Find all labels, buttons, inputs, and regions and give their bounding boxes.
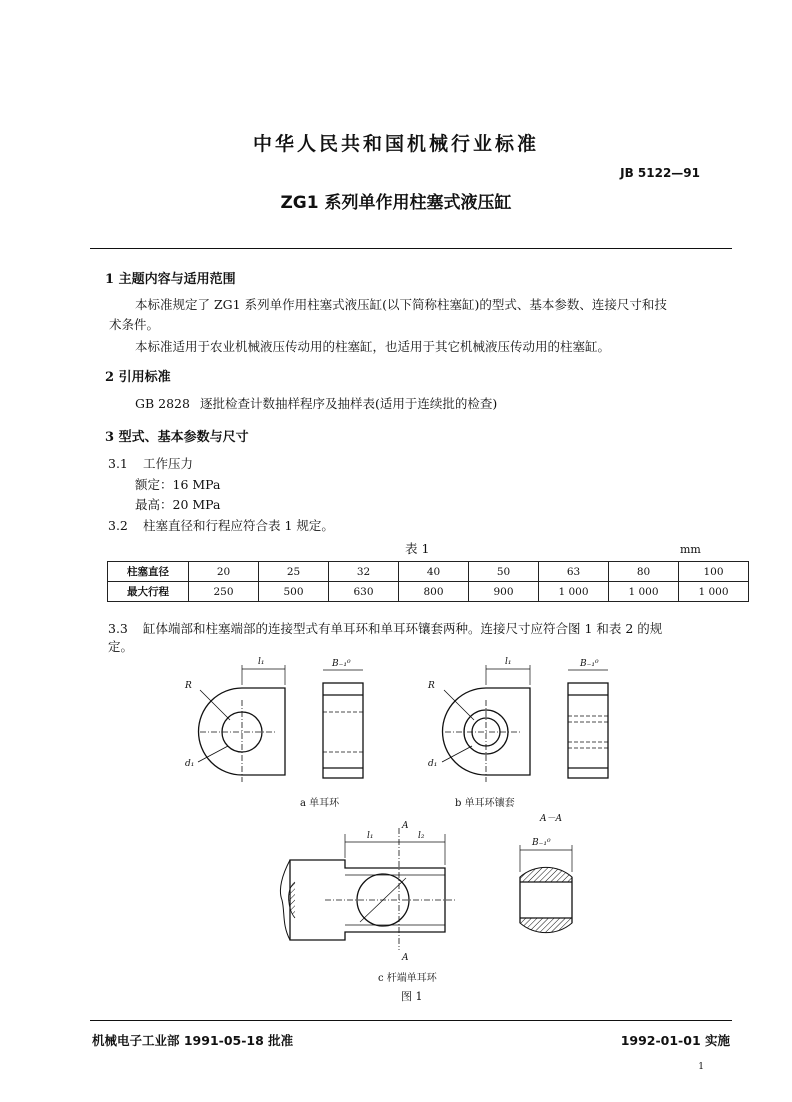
table-1 — [107, 561, 749, 602]
reference-title: 逐批检查计数抽样程序及抽样表(适用于连续批的检查) — [200, 396, 498, 411]
ear-ring-bushing-front-view — [568, 670, 608, 778]
table-row — [108, 562, 749, 582]
header-rule — [90, 248, 732, 249]
table-1-caption: 表 1 — [405, 541, 430, 556]
table-row — [108, 582, 749, 602]
dim-l2-label: l₂ — [418, 831, 425, 841]
section-a-top: A — [402, 821, 409, 831]
caption-a: a 单耳环 — [300, 798, 340, 809]
dim-d1-label: d₁ — [185, 759, 195, 769]
section-3-1-num: 3.1 — [108, 456, 128, 471]
dim-d1-label-b: d₁ — [428, 759, 438, 769]
table-cell: 40 — [399, 562, 469, 582]
page-number: 1 — [698, 1062, 704, 1072]
figure-label: 图 1 — [401, 990, 423, 1003]
max-pressure: 最高：20 MPa — [135, 497, 221, 512]
section-a-bottom: A — [402, 953, 409, 963]
section-3-2-num: 3.2 — [108, 518, 128, 533]
org-title: 中华人民共和国机械行业标准 — [252, 133, 539, 155]
section-3-1-title: 工作压力 — [143, 456, 194, 471]
section-a-a-view — [520, 845, 572, 933]
table-cell: 500 — [259, 582, 329, 602]
section-1-para-2: 本标准适用于农业机械液压传动用的柱塞缸，也适用于其它机械液压传动用的柱塞缸。 — [135, 339, 611, 354]
section-1-para-1a: 本标准规定了 ZG1 系列单作用柱塞式液压缸(以下简称柱塞缸)的型式、基本参数、连接尺寸和技 — [135, 297, 667, 312]
table-cell: 25 — [259, 562, 329, 582]
caption-c: c 杆端单耳环 — [378, 973, 437, 984]
table-cell: 1 000 — [539, 582, 609, 602]
section-2-heading: 2 引用标准 — [105, 370, 171, 385]
approval-date: 机械电子工业部 1991-05-18 批准 — [92, 1033, 294, 1048]
dim-b-label: B₋₁⁰ — [332, 659, 351, 669]
section-1-para-1b: 术条件。 — [109, 317, 160, 332]
table-cell: 800 — [399, 582, 469, 602]
footer-rule — [90, 1020, 732, 1021]
dim-l1-label-c: l₁ — [367, 831, 374, 841]
table-cell: 1 000 — [679, 582, 749, 602]
caption-b: b 单耳环镶套 — [455, 798, 515, 809]
table-cell: 50 — [469, 562, 539, 582]
row-label: 最大行程 — [108, 582, 189, 602]
section-1-heading: 1 主题内容与适用范围 — [105, 272, 236, 287]
dim-b-label-b: B₋₁⁰ — [580, 659, 599, 669]
table-cell: 630 — [329, 582, 399, 602]
section-3-3-text-a: 缸体端部和柱塞端部的连接型式有单耳环和单耳环镶套两种。连接尺寸应符合图 1 和表 2 的规 — [143, 621, 663, 636]
figure-1 — [160, 650, 640, 1005]
table-cell: 1 000 — [609, 582, 679, 602]
implementation-date: 1992-01-01 实施 — [620, 1033, 730, 1048]
table-cell: 20 — [189, 562, 259, 582]
table-cell: 32 — [329, 562, 399, 582]
standard-number: JB 5122—91 — [620, 166, 700, 180]
row-label: 柱塞直径 — [108, 562, 189, 582]
table-cell: 63 — [539, 562, 609, 582]
section-3-3-text-b: 定。 — [108, 639, 134, 654]
ear-ring-bushing-side-view — [442, 665, 530, 782]
rated-pressure: 额定：16 MPa — [135, 477, 221, 492]
table-cell: 250 — [189, 582, 259, 602]
section-3-3-num: 3.3 — [108, 621, 128, 636]
reference-code: GB 2828 — [135, 396, 190, 411]
dim-l1-label-b: l₁ — [505, 657, 512, 667]
section-3-heading: 3 型式、基本参数与尺寸 — [105, 430, 249, 445]
section-3-2-text: 柱塞直径和行程应符合表 1 规定。 — [143, 518, 334, 533]
section-label: A－A — [540, 814, 562, 824]
dim-b-label-c: B₋₁⁰ — [532, 838, 551, 848]
dim-l1-label: l₁ — [258, 657, 265, 667]
dim-r-label-b: R — [428, 681, 435, 691]
rod-end-ear-ring — [280, 828, 455, 950]
dim-r-label: R — [185, 681, 192, 691]
ear-ring-front-view — [323, 670, 363, 778]
ear-ring-side-view — [198, 665, 285, 782]
document-title: ZG1 系列单作用柱塞式液压缸 — [280, 193, 512, 213]
table-cell: 100 — [679, 562, 749, 582]
table-cell: 900 — [469, 582, 539, 602]
table-cell: 80 — [609, 562, 679, 582]
table-1-unit: mm — [680, 543, 701, 556]
